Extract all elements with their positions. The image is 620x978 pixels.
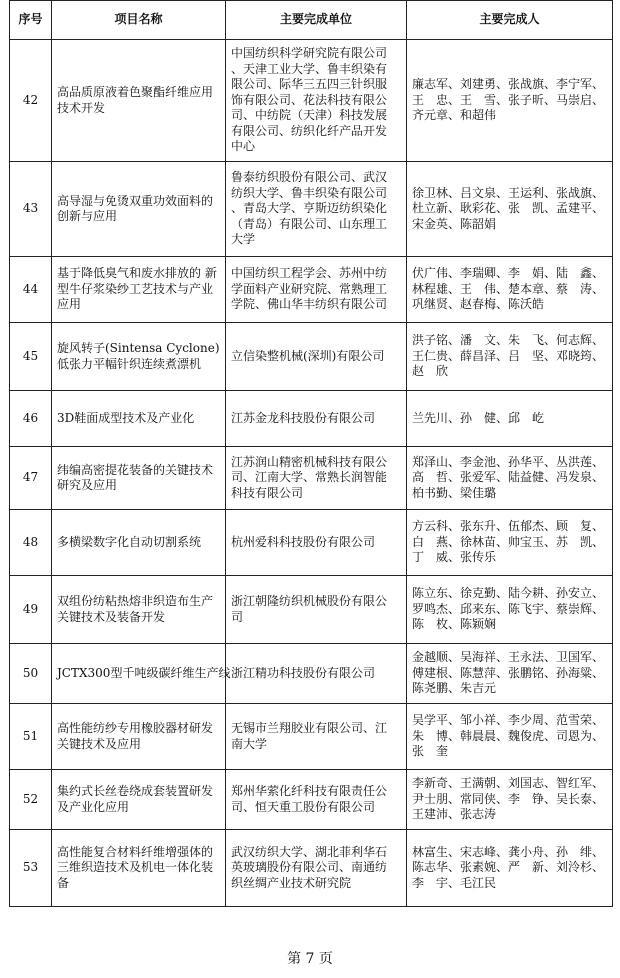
completion-unit-cell <box>226 770 407 830</box>
table-row <box>10 391 613 447</box>
completion-people-line: 李新奇、王满朝、刘国志、智红军、 <box>412 776 605 791</box>
project-table <box>9 0 613 907</box>
page-number: 第 7 页 <box>287 951 333 967</box>
completion-unit-cell <box>226 323 407 391</box>
completion-unit-line: 限公司、际华三五四三针织服 <box>231 77 388 92</box>
completion-unit-line: 浙江精功科技股份有限公司 <box>231 665 376 680</box>
completion-people-line: 徐卫林、吕文泉、王运利、张战旗、 <box>412 185 605 200</box>
completion-unit-line: 科技有限公司 <box>231 485 304 500</box>
completion-unit-line: 织丝绸产业技术研究院 <box>231 875 352 890</box>
project-name-line: 集约式长丝卷绕成套装置研发 <box>57 784 214 798</box>
completion-unit-line: 学院、佛山华丰纺织有限公司 <box>231 297 388 312</box>
row-number: 48 <box>10 510 52 576</box>
project-name-line: 型牛仔浆染纱工艺技术与产业 <box>57 281 214 296</box>
project-name-line: 研究及应用 <box>57 478 118 492</box>
completion-unit-cell <box>226 510 407 576</box>
completion-people-line: 王仁贵、薛昌泽、吕 坚、邓晓筠、 <box>412 348 605 363</box>
project-name-line: 关键技术及装备开发 <box>57 609 166 624</box>
project-name-line: 纬编高密提花装备的关键技术 <box>57 462 214 477</box>
project-name-line: 旋风转子(Sintensa Cyclone) <box>57 341 220 355</box>
project-name-line: 多横梁数字化自动切割系统 <box>57 534 202 549</box>
project-name-line: 低张力平幅针织连续煮漂机 <box>57 356 202 371</box>
completion-unit-line: 、天津工业大学、鲁丰织染有 <box>231 61 388 76</box>
completion-unit-line: 大学 <box>231 232 256 247</box>
completion-people-line: 郑泽山、李金池、孙华平、丛洪莲、 <box>412 454 605 469</box>
completion-people-line: 廉志军、刘建勇、张战旗、李宁军、 <box>412 77 605 92</box>
completion-people-line: 柏书勤、梁佳璐 <box>412 485 497 500</box>
project-name-line: 备 <box>57 875 70 890</box>
project-name-line: 创新与应用 <box>57 209 118 223</box>
completion-people-line: 伏广伟、李瑞卿、李 娟、陆 鑫、 <box>412 266 605 281</box>
completion-unit-cell <box>226 391 407 447</box>
completion-people-line: 傅建根、陈慧萍、张鹏铭、孙海粱、 <box>412 665 605 680</box>
completion-people-line: 林程雄、王 伟、楚本章、蔡 涛、 <box>412 281 605 296</box>
header-project-name: 项目名称 <box>52 1 226 40</box>
completion-people-line: 齐元章、和超伟 <box>412 108 497 123</box>
completion-people-line: 尹士朋、常同侠、李 铮、吴长泰、 <box>412 791 605 806</box>
completion-people-line: 陈立东、徐克勤、陆今耕、孙安立、 <box>412 586 605 601</box>
table-row <box>10 323 613 391</box>
completion-people-line: 陈尧鹏、朱吉元 <box>412 681 497 696</box>
project-name-line: 及产业化应用 <box>57 799 130 814</box>
completion-people-line: 王建沛、张志涛 <box>412 807 497 822</box>
completion-unit-line: （青岛）有限公司、山东理工 <box>231 216 388 231</box>
table-row <box>10 162 613 257</box>
project-name-cell <box>52 830 226 907</box>
row-number: 52 <box>10 770 52 830</box>
project-name-line: 技术开发 <box>57 100 106 115</box>
completion-unit-line: 司、中纺院（天津）科技发展 <box>231 108 388 123</box>
completion-unit-line: 饰有限公司、花法科技有限公 <box>231 92 388 107</box>
completion-unit-line: 江苏金龙科技股份有限公司 <box>231 410 376 425</box>
completion-people-line: 杜立新、耿彩花、张 凯、孟建平、 <box>412 201 605 216</box>
completion-unit-line: 司、江南大学、常熟长润智能 <box>231 470 388 485</box>
completion-unit-line: 鲁泰纺织股份有限公司、武汉 <box>231 170 388 185</box>
row-number: 49 <box>10 576 52 644</box>
project-name-line: 3D鞋面成型技术及产业化 <box>57 410 195 425</box>
completion-people-cell <box>407 644 613 704</box>
completion-people-cell <box>407 323 613 391</box>
completion-unit-line: 司、恒天重工股份有限公司 <box>231 799 376 814</box>
completion-people-cell <box>407 770 613 830</box>
completion-unit-line: 南大学 <box>231 736 268 751</box>
completion-people-cell <box>407 447 613 510</box>
project-name-line: 高导湿与免烫双重功效面料的 <box>57 193 214 208</box>
completion-unit-cell <box>226 40 407 162</box>
project-name-line: 高品质原液着色聚酯纤维应用 <box>57 85 214 99</box>
completion-unit-line: 有限公司、纺织化纤产品开发 <box>231 123 388 138</box>
completion-people-line: 白 燕、徐林苗、帅宝玉、苏 凯、 <box>412 534 605 549</box>
completion-unit-line: 武汉纺织大学、湖北菲利华石 <box>231 844 388 859</box>
completion-people-line: 兰先川、孙 健、邱 屹 <box>412 410 545 425</box>
completion-unit-cell <box>226 257 407 323</box>
completion-unit-cell <box>226 576 407 644</box>
row-number: 51 <box>10 704 52 770</box>
header-unit: 主要完成单位 <box>226 1 407 40</box>
project-name-line: 高性能复合材料纤维增强体的 <box>57 844 214 859</box>
completion-people-line: 宋金英、陈韶娟 <box>412 216 497 231</box>
completion-unit-line: 英玻璃股份有限公司、南通纺 <box>231 860 388 875</box>
table-row <box>10 447 613 510</box>
table-row <box>10 704 613 770</box>
completion-unit-cell <box>226 162 407 257</box>
project-name-cell <box>52 40 226 162</box>
table-header-row <box>10 1 613 40</box>
project-name-line: 基于降低臭气和废水排放的 新 <box>57 266 217 281</box>
project-name-line: 三维织造技术及机电一体化装 <box>57 860 214 875</box>
completion-people-line: 高 哲、张爱军、陆益健、冯发泉、 <box>412 470 605 485</box>
completion-unit-line: 纺织大学、鲁丰织染有限公司 <box>231 185 388 200</box>
completion-people-line: 洪子铭、潘 文、朱 飞、何志辉、 <box>412 333 605 348</box>
completion-people-cell <box>407 40 613 162</box>
completion-people-line: 罗鸣杰、邱来东、陈飞宇、蔡崇辉、 <box>412 601 605 616</box>
completion-unit-line: 立信染整机械(深圳)有限公司 <box>231 348 385 363</box>
project-name-cell <box>52 391 226 447</box>
completion-unit-line: 中国纺织工程学会、苏州中纺 <box>231 266 388 281</box>
table-row <box>10 257 613 323</box>
completion-people-cell <box>407 830 613 907</box>
header-no: 序号 <box>10 1 52 40</box>
header-people: 主要完成人 <box>407 1 613 40</box>
row-number: 53 <box>10 830 52 907</box>
project-name-cell <box>52 576 226 644</box>
completion-people-line: 方云科、张东升、伍郁杰、顾 复、 <box>412 519 605 534</box>
project-name-cell <box>52 447 226 510</box>
completion-unit-cell <box>226 704 407 770</box>
row-number: 45 <box>10 323 52 391</box>
project-name-cell <box>52 704 226 770</box>
completion-people-line: 陈 枚、陈颖娴 <box>412 617 497 632</box>
completion-unit-line: 杭州爱科科技股份有限公司 <box>231 534 376 549</box>
completion-unit-line: 学面料产业研究院、常熟理工 <box>231 281 388 296</box>
project-name-cell <box>52 770 226 830</box>
project-name-line: JCTX300型千吨级碳纤维生产线 <box>57 665 231 680</box>
row-number: 44 <box>10 257 52 323</box>
completion-people-line: 丁 威、张传乐 <box>412 550 497 565</box>
row-number: 42 <box>10 40 52 162</box>
completion-unit-line: 浙江朝隆纺织机械股份有限公 <box>231 594 388 608</box>
completion-people-line: 王 忠、王 雪、张子昕、马崇启、 <box>412 92 605 107</box>
completion-people-line: 张 奎 <box>412 744 449 759</box>
completion-people-cell <box>407 162 613 257</box>
project-name-cell <box>52 323 226 391</box>
completion-people-cell <box>407 257 613 323</box>
table-row <box>10 770 613 830</box>
project-name-cell <box>52 162 226 257</box>
row-number: 46 <box>10 391 52 447</box>
project-name-line: 双组份纺粘热熔非织造布生产 <box>57 594 214 608</box>
completion-people-line: 李 宇、毛江民 <box>412 875 497 890</box>
completion-people-line: 金越顺、吴海祥、王永法、卫国军、 <box>412 650 605 665</box>
completion-unit-line: 郑州华萦化纤科技有限责任公 <box>231 784 388 798</box>
completion-people-cell <box>407 391 613 447</box>
completion-people-cell <box>407 576 613 644</box>
table-row <box>10 576 613 644</box>
completion-people-line: 吴学平、邹小祥、李少周、范雪荣、 <box>412 713 605 728</box>
table-row <box>10 830 613 907</box>
project-name-cell <box>52 510 226 576</box>
completion-unit-line: 、青岛大学、亨斯迈纺织染化 <box>231 201 388 216</box>
completion-unit-cell <box>226 644 407 704</box>
project-name-cell <box>52 644 231 704</box>
completion-people-cell <box>407 704 613 770</box>
table-row <box>10 510 613 576</box>
completion-people-line: 朱 博、韩晨晨、魏俊虎、司恩为、 <box>412 728 605 743</box>
project-name-cell <box>52 257 226 323</box>
completion-unit-cell <box>226 830 407 907</box>
completion-unit-line: 中心 <box>231 139 256 154</box>
table-row <box>10 40 613 162</box>
completion-unit-line: 中国纺织科学研究院有限公司 <box>231 46 388 61</box>
project-name-line: 应用 <box>57 297 82 312</box>
completion-unit-line: 司 <box>231 609 244 624</box>
completion-people-line: 林富生、宋志峰、龚小舟、孙 绯、 <box>412 844 605 859</box>
completion-unit-line: 江苏润山精密机械科技有限公 <box>231 454 388 469</box>
completion-unit-cell <box>226 447 407 510</box>
project-name-line: 关键技术及应用 <box>57 736 142 751</box>
row-number: 50 <box>10 644 52 704</box>
row-number: 47 <box>10 447 52 510</box>
table-row <box>10 644 613 704</box>
project-name-line: 高性能纺纱专用橡胶器材研发 <box>57 721 214 735</box>
completion-unit-line: 无锡市兰翔胶业有限公司、江 <box>231 721 388 735</box>
completion-people-line: 巩继贤、赵春梅、陈沃皓 <box>412 297 545 312</box>
completion-people-line: 赵 欣 <box>412 364 449 379</box>
completion-people-line: 陈志华、张素婉、严 新、刘泠杉、 <box>412 860 605 875</box>
completion-people-cell <box>407 510 613 576</box>
row-number: 43 <box>10 162 52 257</box>
